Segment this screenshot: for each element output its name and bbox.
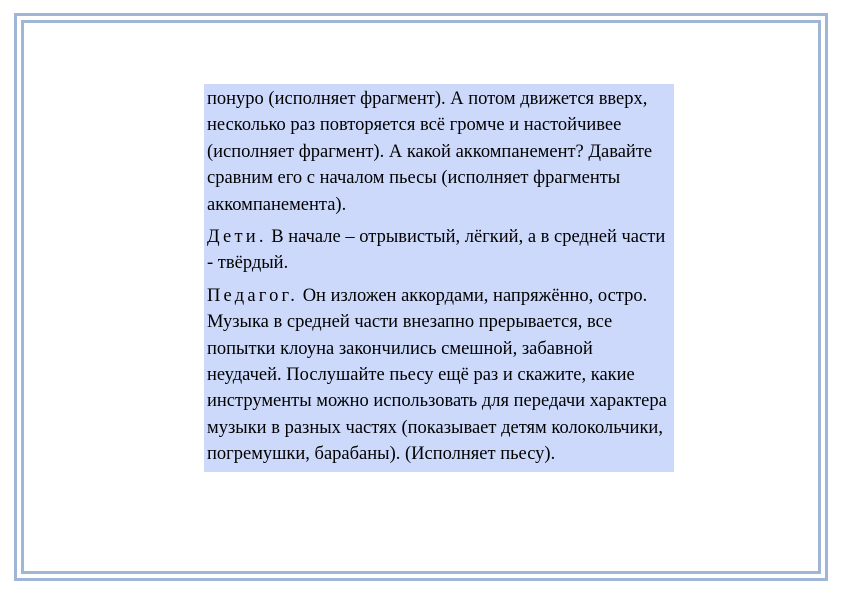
paragraph-children-reply xyxy=(207,224,670,277)
paragraph-text: В начале – отрывистый, лёгкий, а в средней части - твёрдый. xyxy=(207,227,666,274)
speaker-label: Педагог. xyxy=(207,285,299,306)
paragraph-text: понуро (исполняет фрагмент). А потом движется вверх, несколько раз повторяется всё громче и настойчивее (исполняет фрагмент). А какой аккомпанемент? Давайте сравним его с началом пьесы (исполняет фрагменты аккомпанемента). xyxy=(207,89,653,215)
text-block xyxy=(204,84,674,472)
paragraph-narration xyxy=(207,86,670,218)
paragraph-text: Он изложен аккордами, напряжённо, остро. Музыка в средней части внезапно прерывается, все попытки клоуна закончились смешной, забавной неудачей. Послушайте пьесу ещё раз и скажите, какие инструменты можно использовать для передачи характера музыки в разных частях (показывает детям колокольчики, погремушки, барабаны). (Исполняет пьесу). xyxy=(207,285,667,465)
paragraph-teacher-reply xyxy=(207,283,670,468)
speaker-label: Дети. xyxy=(207,227,267,248)
